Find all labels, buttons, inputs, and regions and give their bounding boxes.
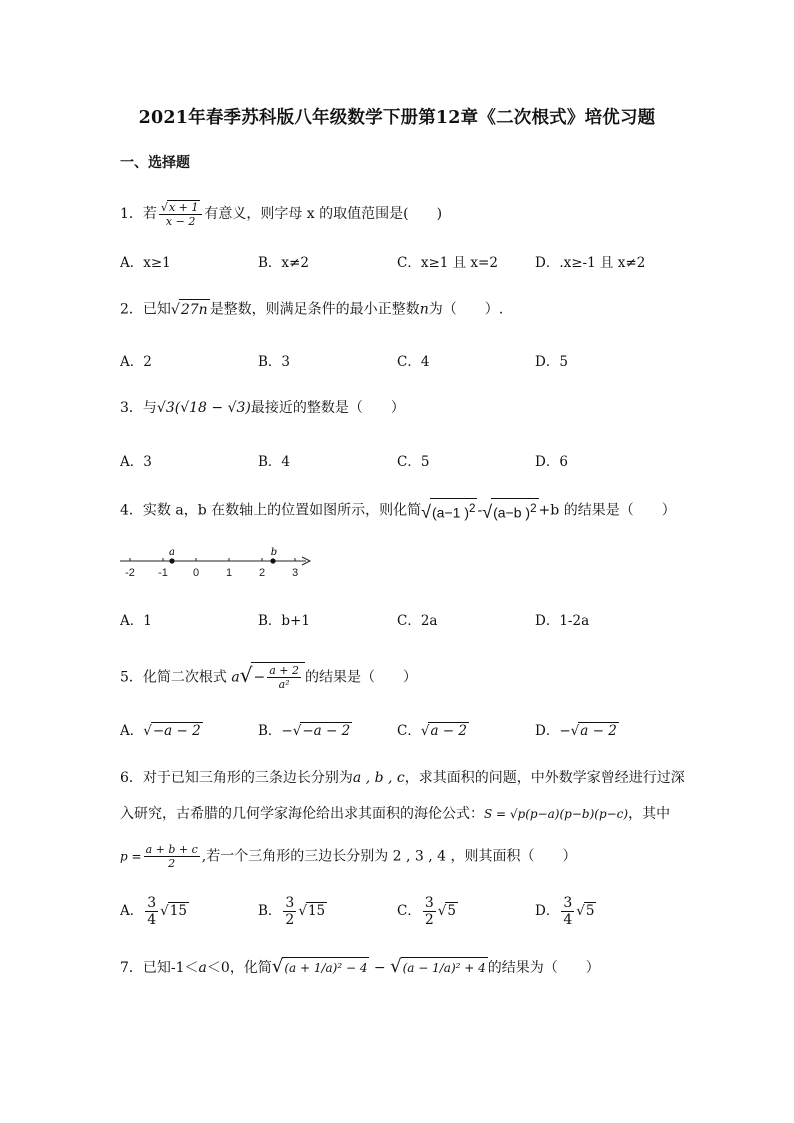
q1-option-d: D．.x≥-1 且 x≠2: [535, 255, 646, 271]
q6-variables: a , b , c: [352, 770, 405, 786]
question-6-line-2: 入研究，古希腊的几何学家海伦给出求其面积的海伦公式：S = √p(p−a)(p−b)(p−c)，其中: [120, 806, 671, 822]
q2-stem-start: 2．已知: [120, 301, 171, 318]
q3-expression: √3(√18 − √3): [156, 400, 251, 416]
q4-stem-end: +b 的结果是（ ）: [538, 502, 676, 519]
q1-stem-start: 1．若: [120, 206, 157, 222]
q5-option-a: A．√−a − 2: [120, 723, 201, 739]
q3-option-d: D．6: [535, 454, 568, 470]
p-denominator: 2: [168, 857, 176, 870]
q7-stem-start: 7．已知-1＜: [120, 960, 199, 976]
q1-denominator: x − 2: [165, 215, 196, 228]
q5-option-b: B．−√−a − 2: [258, 723, 351, 739]
heron-formula: S = √p(p−a)(p−b)(p−c): [484, 807, 629, 821]
q7-radicand-2: (a − 1/a)² + 4: [401, 957, 488, 978]
q2-variable: n: [419, 301, 429, 318]
q3-option-c: C．5: [397, 454, 430, 470]
q2-radicand: 27n: [179, 299, 210, 320]
point-a: [169, 558, 174, 563]
q1-option-a: A．x≥1: [120, 255, 171, 271]
q1-stem-end: 有意义，则字母 x 的取值范围是( ): [204, 206, 443, 222]
question-3: [120, 398, 405, 418]
q7-stem-end: 的结果为（ ）: [487, 960, 600, 976]
tick-label: 2: [258, 567, 266, 579]
q5-option-c: C．√a − 2: [397, 723, 467, 739]
section-heading: 一、选择题: [120, 155, 190, 171]
q1-option-c: C．x≥1 且 x=2: [397, 255, 498, 271]
q2-option-a: A．2: [120, 354, 152, 370]
point-b: [270, 558, 275, 563]
q4-stem-start: 4．实数 a，b 在数轴上的位置如图所示，则化简: [120, 502, 422, 519]
q7-stem-mid: ＜0，化简: [206, 960, 272, 976]
q3-option-a: A．3: [120, 454, 152, 470]
point-a-label: a: [169, 547, 175, 558]
tick-label: 0: [192, 567, 200, 579]
q6-option-b: B． $\frac{3}{2}$ √15: [258, 895, 326, 928]
document-title: 2021年春季苏科版八年级数学下册第12章《二次根式》培优习题: [138, 108, 656, 128]
q4-option-b: B．b+1: [258, 613, 310, 629]
q2-option-d: D．5: [535, 354, 568, 370]
q2-stem-mid: 是整数，则满足条件的最小正整数: [209, 301, 420, 318]
q4-radical-2: √(a−b )$^2$: [482, 498, 538, 523]
q6-option-d: D． $\frac{3}{4}$ √5: [535, 895, 595, 928]
q3-stem-start: 3．与: [120, 400, 157, 416]
q2-radical: √27n: [171, 299, 210, 320]
q5-coefficient: a: [231, 669, 240, 686]
q5-numerator: a + 2: [269, 664, 299, 677]
point-b-label: b: [270, 547, 278, 558]
q2-option-b: B．3: [258, 354, 291, 370]
q1-option-b: B．x≠2: [258, 255, 309, 271]
q5-stem-start: 5．化简二次根式: [120, 669, 227, 686]
question-6-line-1: 6．对于已知三角形的三条边长分别为a , b , c，求其面积的问题，中外数学家曾经进行过深: [120, 770, 685, 786]
p-label: p =: [120, 849, 142, 864]
q7-radicand-1: (a + 1/a)² − 4: [282, 957, 369, 978]
q6-option-a: A． $\frac{3}{4}$ √15: [120, 895, 187, 928]
question-6-line-3: p = $\frac{a + b + c}{2}$ ,若一个三角形的三边长分别为 2 , 3 , 4 ，则其面积（ ）: [120, 843, 577, 870]
q7-variable: a: [198, 960, 207, 976]
q2-option-c: C．4: [397, 354, 430, 370]
tick-label: -1: [158, 567, 168, 579]
q6-option-c: C． $\frac{3}{2}$ √5: [397, 895, 456, 928]
q2-stem-end: 为（ ）.: [428, 301, 504, 318]
question-5: 5．化简二次根式 a√− $\frac{a + 2}{\text{a²}}$ 的结果是（ ）: [120, 662, 417, 691]
tick-label: -2: [125, 567, 135, 579]
question-7: 7．已知-1＜a＜0，化简√(a + 1/a)² − 4 − √(a − 1/a)² + 4 的结果为（ ）: [120, 956, 600, 977]
q5-stem-end: 的结果是（ ）: [305, 669, 417, 686]
p-numerator: a + b + c: [145, 843, 198, 856]
tick-label: 1: [225, 567, 233, 579]
q4-radical-1: √(a−1 )$^2$: [421, 498, 477, 523]
question-2: [120, 299, 503, 320]
question-1: [120, 200, 442, 228]
q1-fraction: $\frac{√x + 1}{x - 2}$: [159, 200, 202, 228]
q5-denominator: a²: [278, 678, 290, 691]
q5-option-d: D．−√a − 2: [535, 723, 617, 739]
q3-option-b: B．4: [258, 454, 291, 470]
q4-radicand-2: (a−b )$^2$: [491, 498, 538, 523]
q4-option-a: A．1: [120, 613, 152, 629]
q1-numerator: x + 1: [168, 201, 199, 214]
q3-stem-end: 最接近的整数是（ ）: [250, 400, 405, 416]
q4-radicand-1: (a−1 )$^2$: [430, 498, 477, 523]
q4-option-c: C．2a: [397, 613, 438, 629]
question-4: 4．实数 a，b 在数轴上的位置如图所示，则化简√(a−1 )$^2$ -√(a−b )$^2$ +b 的结果是（ ）: [120, 498, 676, 523]
q4-option-d: D．1-2a: [535, 613, 590, 629]
number-line: [116, 545, 336, 585]
tick-label: 3: [291, 567, 299, 579]
